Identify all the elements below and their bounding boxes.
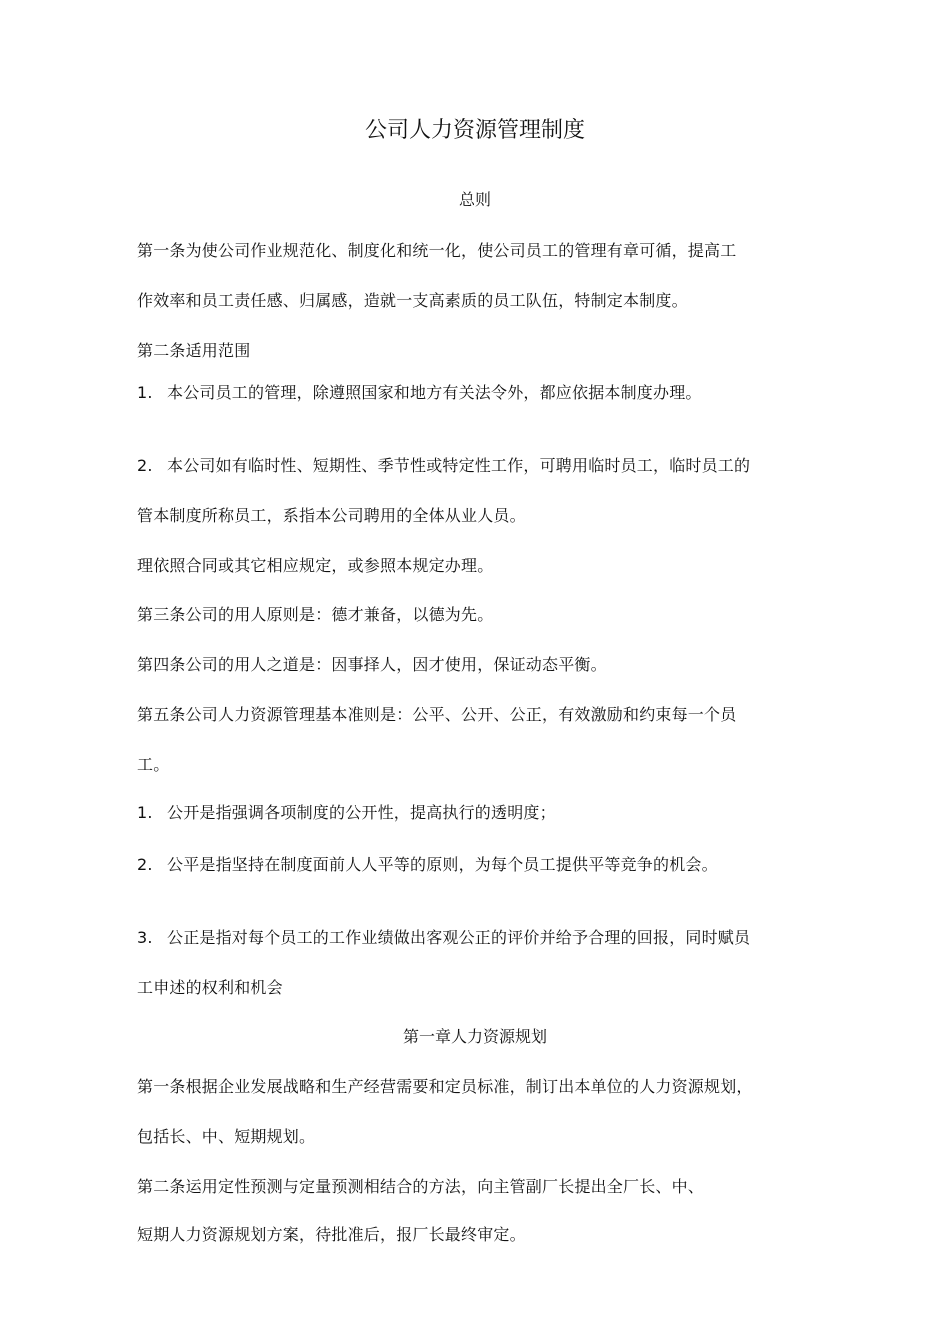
list-number: 3.: [137, 928, 153, 947]
article-2-item-1: [137, 382, 702, 404]
article-5-item-3-line-1: [137, 927, 750, 949]
list-item-text: 公正是指对每个员工的工作业绩做出客观公正的评价并给予合理的回报，同时赋员: [167, 928, 751, 947]
list-number: 1.: [137, 803, 153, 822]
article-2-item-2-line-3: 理依照合同或其它相应规定，或参照本规定办理。: [137, 556, 494, 575]
chapter-1-article-2-line-1: 第二条运用定性预测与定量预测相结合的方法，向主管副厂长提出全厂长、中、: [137, 1177, 705, 1196]
chapter-1-article-1-line-2: 包括长、中、短期规划。: [137, 1127, 316, 1146]
list-number: 2.: [137, 456, 153, 475]
article-5-item-2: [137, 854, 718, 876]
list-number: 2.: [137, 855, 153, 874]
article-5-line-1: 第五条公司人力资源管理基本准则是：公平、公开、公正，有效激励和约束每一个员: [137, 705, 737, 724]
article-5-item-3-line-2: 工申述的权利和机会: [137, 978, 283, 997]
article-2-item-2-line-1: [137, 455, 750, 477]
article-3: 第三条公司的用人原则是：德才兼备，以德为先。: [137, 605, 494, 624]
article-5-line-2: 工。: [137, 755, 170, 774]
list-item-text: 本公司员工的管理，除遵照国家和地方有关法令外，都应依据本制度办理。: [167, 383, 702, 402]
article-2-title: 第二条适用范围: [137, 341, 251, 360]
list-item-text: 本公司如有临时性、短期性、季节性或特定性工作，可聘用临时员工，临时员工的: [167, 456, 751, 475]
article-2-item-2-line-2: 管本制度所称员工，系指本公司聘用的全体从业人员。: [137, 506, 526, 525]
article-5-item-1: [137, 802, 556, 824]
chapter-1-article-1-line-1: 第一条根据企业发展战略和生产经营需要和定员标准，制订出本单位的人力资源规划，: [137, 1077, 753, 1096]
article-1-line-2: 作效率和员工责任感、归属感，造就一支高素质的员工队伍，特制定本制度。: [137, 291, 688, 310]
article-4: 第四条公司的用人之道是：因事择人，因才使用，保证动态平衡。: [137, 655, 607, 674]
list-item-text: 公开是指强调各项制度的公开性，提高执行的透明度；: [167, 803, 556, 822]
list-number: 1.: [137, 383, 153, 402]
chapter-1-heading: 第一章人力资源规划: [402, 1027, 547, 1046]
document-title: 公司人力资源管理制度: [364, 118, 585, 143]
section-heading-general: 总则: [458, 190, 491, 209]
chapter-1-article-2-line-2: 短期人力资源规划方案，待批准后，报厂长最终审定。: [137, 1225, 526, 1244]
article-1-line-1: 第一条为使公司作业规范化、制度化和统一化，使公司员工的管理有章可循，提高工: [137, 241, 737, 260]
list-item-text: 公平是指坚持在制度面前人人平等的原则，为每个员工提供平等竞争的机会。: [167, 855, 718, 874]
